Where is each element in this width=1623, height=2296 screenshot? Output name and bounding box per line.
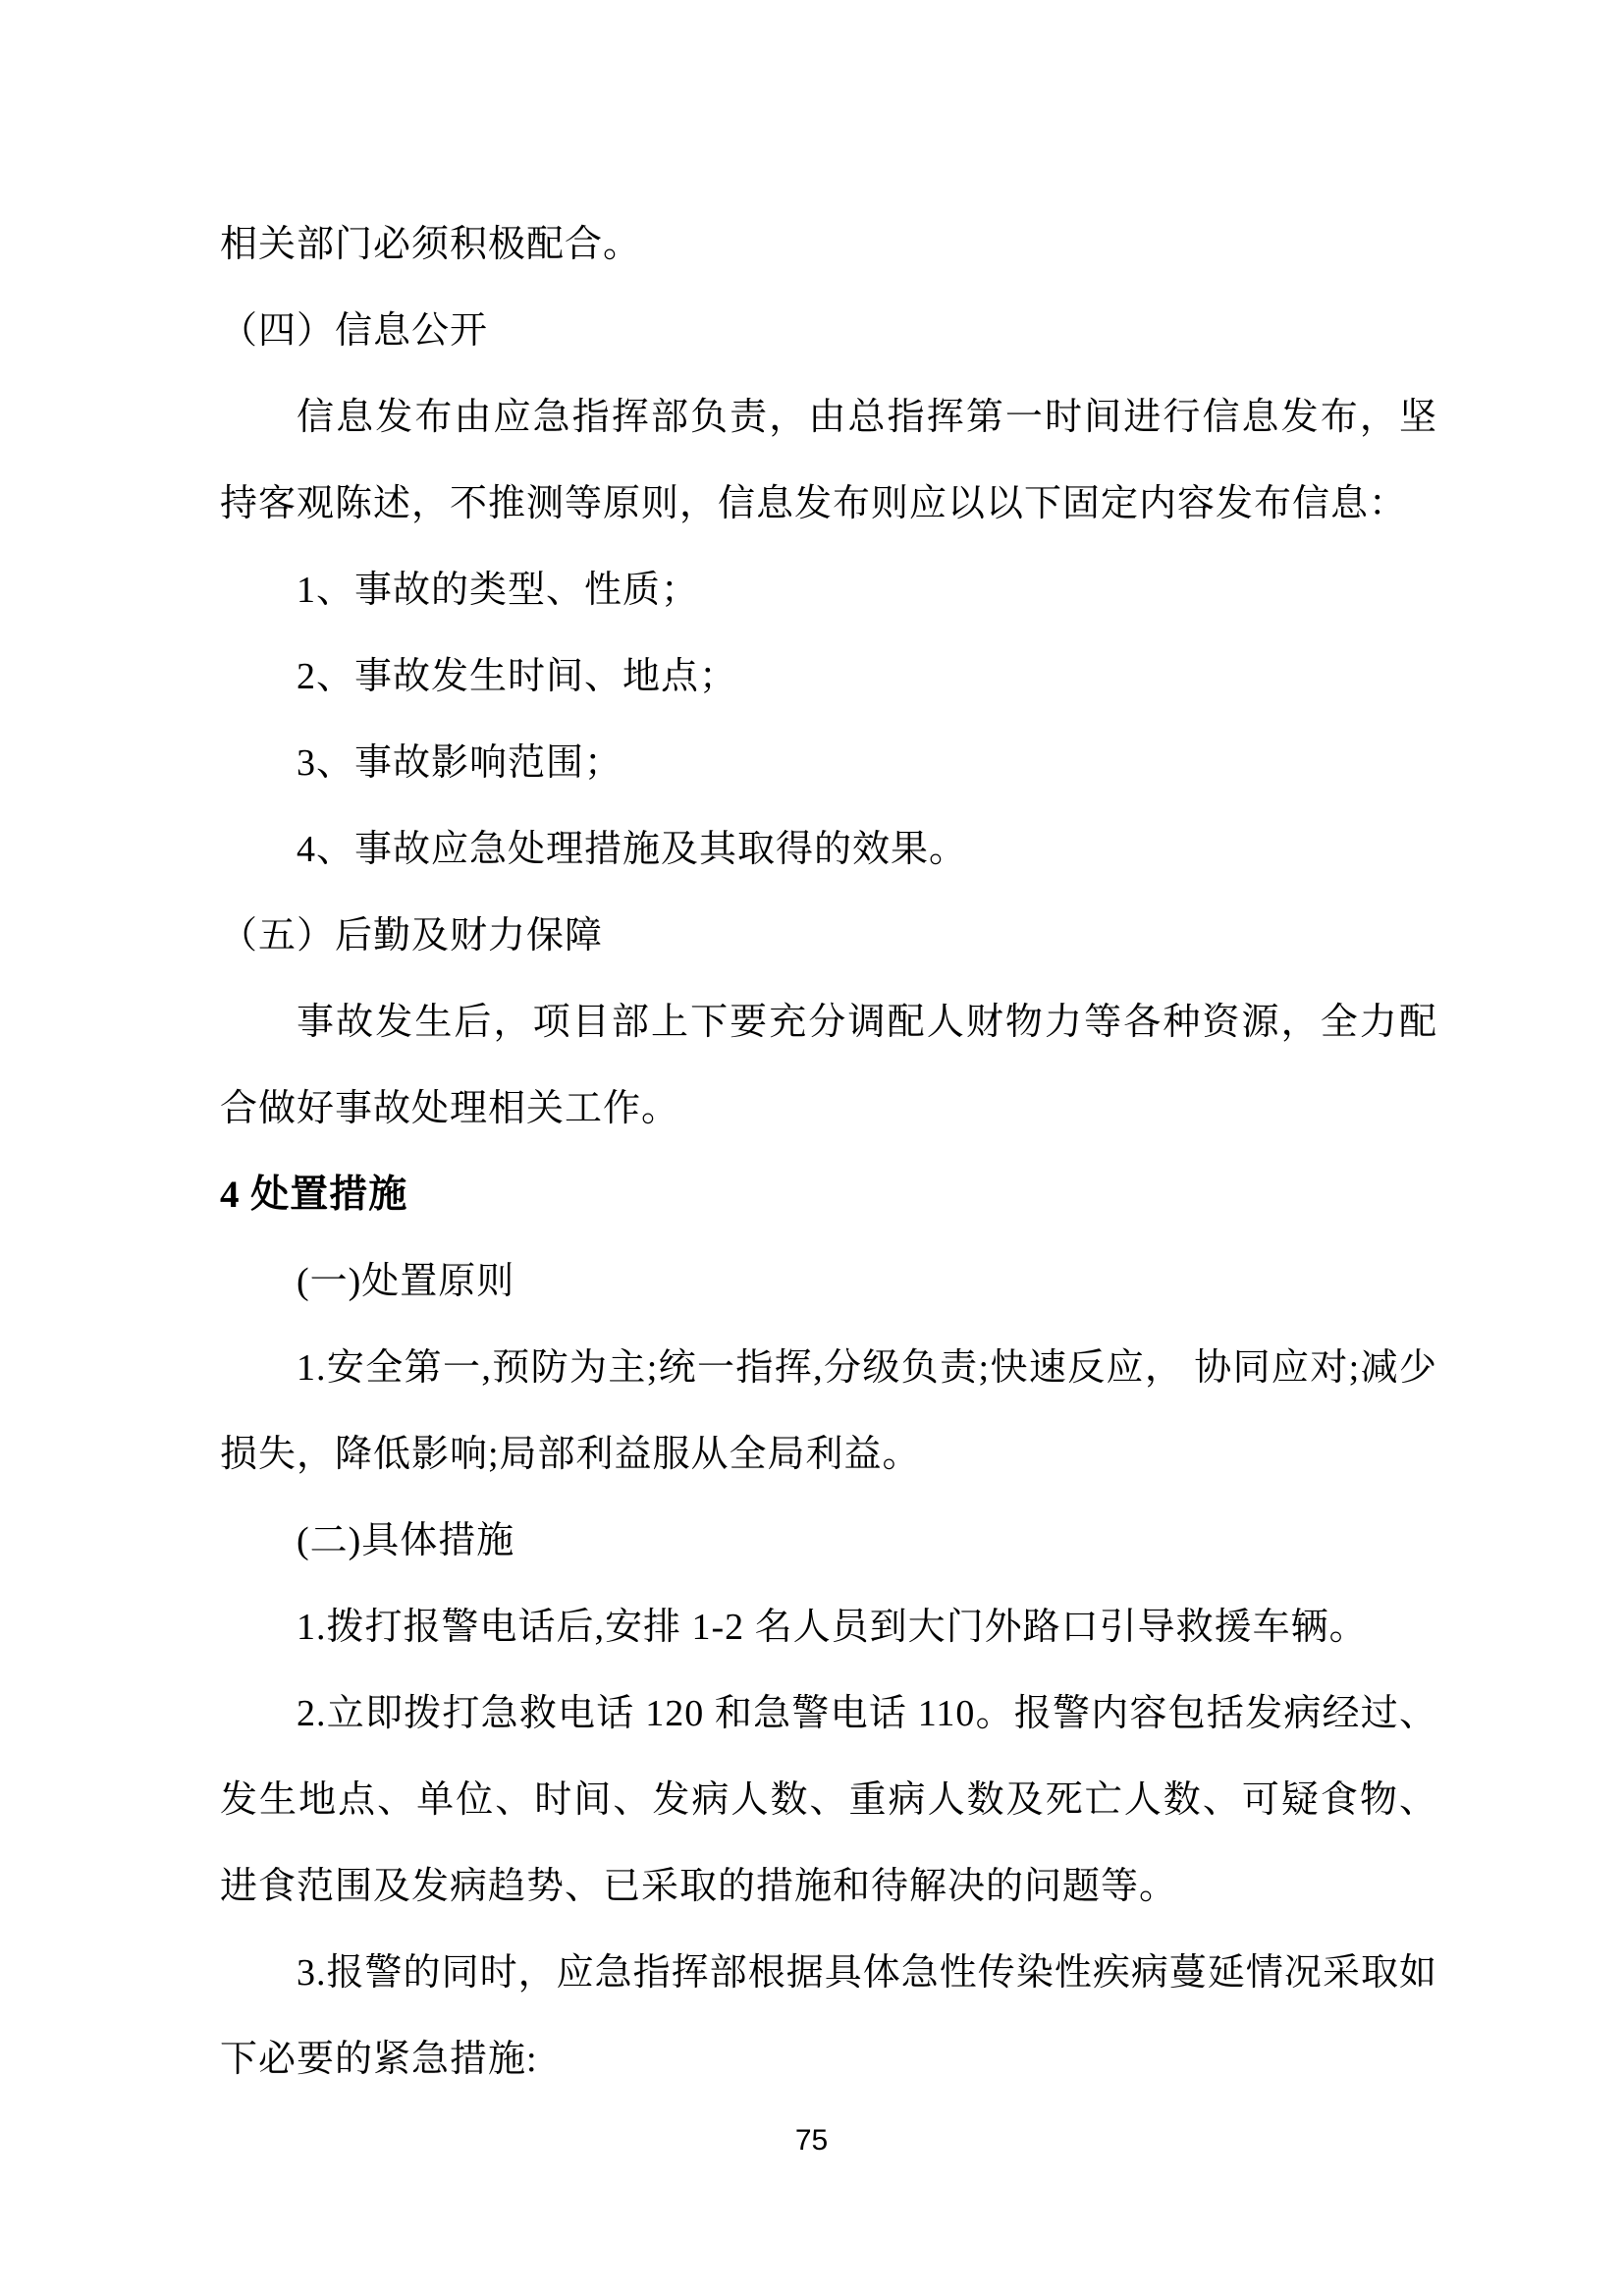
body-paragraph-continuation: 相关部门必须积极配合。	[220, 224, 642, 265]
sub-heading-one: (一)处置原则	[297, 1261, 515, 1302]
section-heading-four: （四）信息公开	[220, 310, 489, 352]
chapter-heading: 4 处置措施	[220, 1174, 408, 1216]
sub-heading-two: (二)具体措施	[297, 1520, 515, 1561]
body-paragraph: 事故发生后，项目部上下要充分调配人财物力等各种资源，全力配合做好事故处理相关工作。	[220, 1002, 1437, 1129]
list-item-2: 2、事故发生时间、地点；	[297, 656, 738, 697]
list-item-measure-2: 2.立即拨打急救电话 120 和急警电话 110。报警内容包括发病经过、发生地点、单位、时间、发病人数、重病人数及死亡人数、可疑食物、进食范围及发病趋势、已采取的措施和待解决的问题等。	[220, 1693, 1437, 1907]
list-item-1: 1、事故的类型、性质；	[297, 570, 700, 611]
list-item-3: 3、事故影响范围；	[297, 742, 623, 784]
section-heading-five: （五）后勤及财力保障	[220, 915, 604, 957]
list-item-measure-3: 3.报警的同时，应急指挥部根据具体急性传染性疾病蔓延情况采取如下必要的紧急措施:	[220, 1952, 1437, 2080]
body-paragraph: 信息发布由应急指挥部负责，由总指挥第一时间进行信息发布，坚持客观陈述，不推测等原则，信息发布则应以以下固定内容发布信息：	[220, 397, 1437, 524]
list-item-4: 4、事故应急处理措施及其取得的效果。	[297, 829, 968, 870]
page-number: 75	[794, 2124, 829, 2157]
list-item-measure-1: 1.拨打报警电话后,安排 1-2 名人员到大门外路口引导救援车辆。	[297, 1607, 1368, 1648]
body-paragraph: 1.安全第一,预防为主;统一指挥,分级负责;快速反应， 协同应对;减少损失，降低影响;局部利益服从全局利益。	[220, 1347, 1437, 1475]
